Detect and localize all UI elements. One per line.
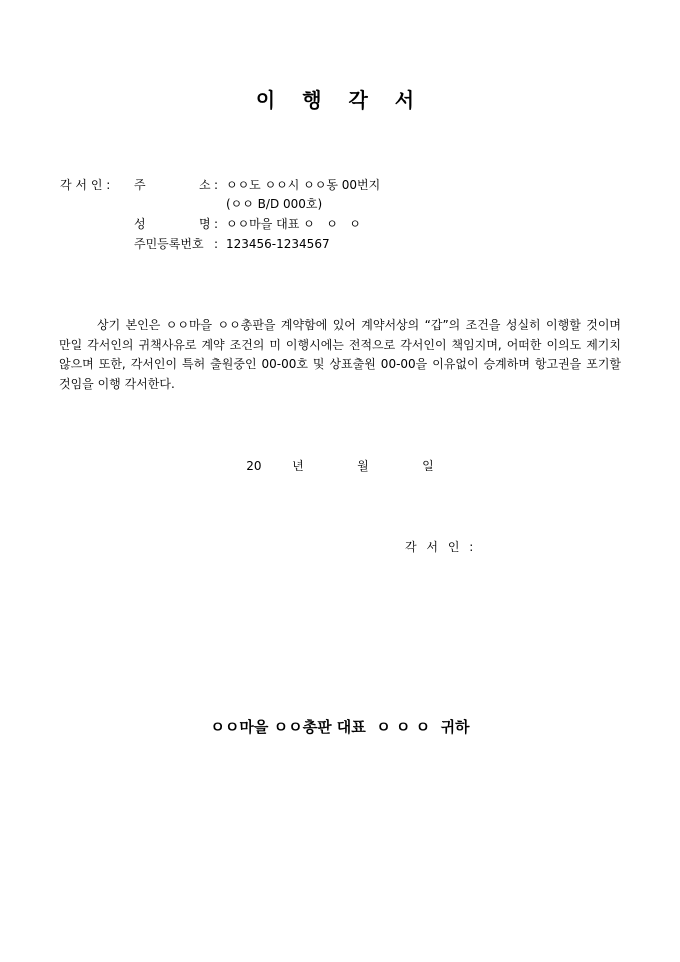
date-line bbox=[0, 457, 680, 474]
address-label-1: 주 bbox=[134, 178, 146, 192]
address-line-2: (ㅇㅇ B/D 000호) bbox=[226, 197, 323, 211]
name-value: ㅇㅇ마을 대표 ㅇ ㅇ ㅇ bbox=[226, 217, 361, 231]
pledge-body-text: 상기 본인은 ㅇㅇ마을 ㅇㅇ총판을 계약함에 있어 계약서상의 “갑”의 조건을 성실히 이행할 것이며 만일 각서인의 귀책사유로 계약 조건의 미 이행시에는 전적으로 각서인이 책임지며, 어떠한 이의도 제기치 않으며 또한, 각서인이 특허 출원중인 00-00호 및 상표출원 00-00을 이유없이 승계하며 항고권을 포기할 것임을 이행 각서한다. bbox=[59, 318, 621, 391]
address-line-1: ㅇㅇ도 ㅇㅇ시 ㅇㅇ동 00번지 bbox=[226, 178, 381, 192]
rrn-value: 123456-1234567 bbox=[226, 237, 330, 251]
date-day-unit: 일 bbox=[422, 459, 434, 473]
signature-label: 각 서 인 : bbox=[405, 540, 477, 554]
name-colon: : bbox=[214, 217, 219, 231]
name-label-1: 성 bbox=[134, 217, 146, 231]
date-year: 20 bbox=[246, 459, 262, 473]
rrn-colon: : bbox=[214, 237, 219, 251]
addressee: ㅇㅇ마을 ㅇㅇ총판 대표 ㅇ ㅇ ㅇ 귀하 bbox=[210, 718, 470, 736]
address-label-2: 소 bbox=[199, 178, 211, 192]
address-colon: : bbox=[214, 178, 219, 192]
document-title: 이 행 각 서 bbox=[255, 88, 425, 112]
date-year-unit: 년 bbox=[292, 459, 304, 473]
pledger-label: 각 서 인 : bbox=[60, 178, 111, 192]
name-label-2: 명 bbox=[199, 217, 211, 231]
rrn-label: 주민등록번호 bbox=[134, 237, 204, 251]
date-month-unit: 월 bbox=[357, 459, 369, 473]
